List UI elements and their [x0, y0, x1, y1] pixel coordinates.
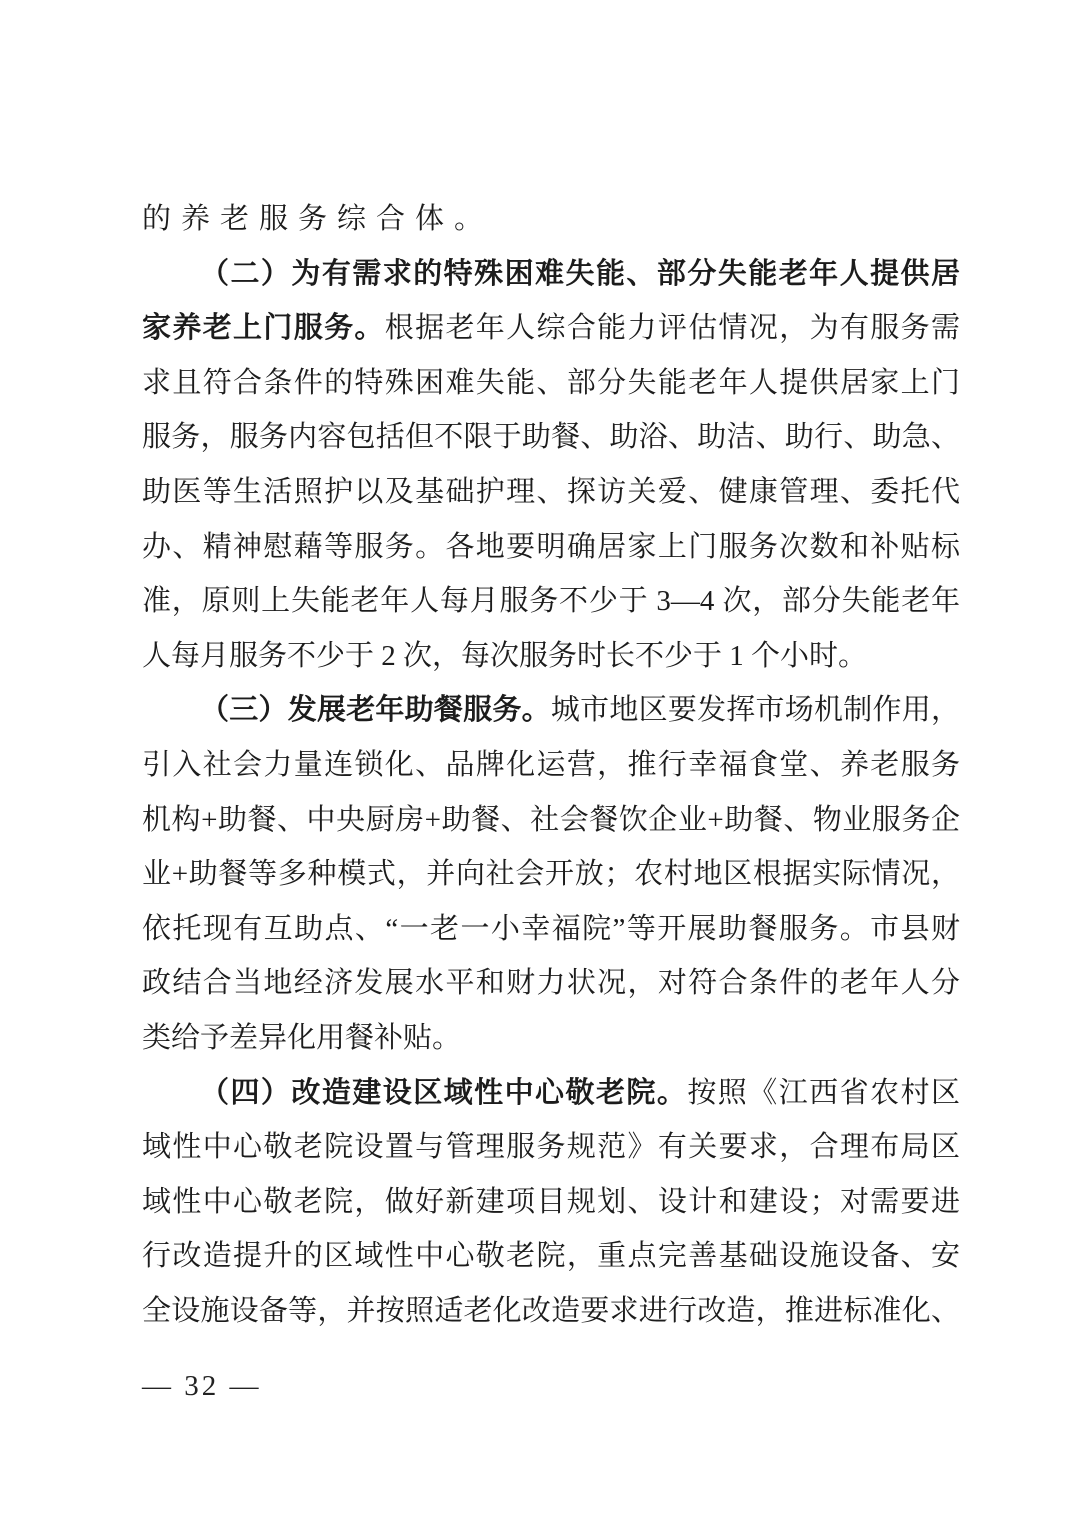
- text-line: [142, 520, 960, 575]
- text-line: [142, 356, 960, 411]
- text-line: [142, 1011, 960, 1066]
- text-line: [142, 1229, 960, 1284]
- body-segment: 业+助餐等多种模式，并向社会开放；农村地区根据实际情况，: [142, 858, 960, 891]
- text-line: [142, 1120, 960, 1175]
- heading-segment: （四）改造建设区域性中心敬老院。: [200, 1076, 688, 1109]
- body-segment: 类给予差异化用餐补贴。: [142, 1021, 462, 1054]
- text-line: [142, 410, 960, 465]
- text-line: [142, 192, 960, 247]
- text-line: [142, 738, 960, 793]
- text-line: [142, 301, 960, 356]
- body-segment: 的养老服务综合体。: [142, 203, 494, 235]
- body-segment: 行改造提升的区域性中心敬老院，重点完善基础设施设备、安: [142, 1240, 960, 1273]
- body-segment: 全设施设备等，并按照适老化改造要求进行改造，推进标准化、: [142, 1294, 960, 1327]
- text-line: [142, 1284, 960, 1339]
- document-body: [142, 192, 960, 1338]
- body-segment: 政结合当地经济发展水平和财力状况，对符合条件的老年人分: [142, 967, 960, 1000]
- heading-segment: （二）为有需求的特殊困难失能、部分失能老年人提供居: [200, 257, 960, 290]
- body-segment: 城市地区要发挥市场机制作用，: [550, 694, 960, 727]
- text-line: [142, 574, 960, 629]
- body-segment: 域性中心敬老院，做好新建项目规划、设计和建设；对需要进: [142, 1185, 960, 1218]
- text-line: [142, 247, 960, 302]
- body-segment: 依托现有互助点、“一老一小幸福院”等开展助餐服务。市县财: [142, 912, 960, 945]
- text-line: [142, 629, 960, 684]
- heading-segment: 家养老上门服务。: [142, 312, 385, 345]
- text-line: [142, 1175, 960, 1230]
- body-segment: 根据老年人综合能力评估情况，为有服务需: [384, 312, 960, 345]
- body-segment: 准，原则上失能老年人每月服务不少于 3—4 次，部分失能老年: [142, 585, 960, 618]
- text-line: [142, 793, 960, 848]
- body-segment: 机构+助餐、中央厨房+助餐、社会餐饮企业+助餐、物业服务企: [142, 803, 960, 836]
- text-line: [142, 956, 960, 1011]
- body-segment: 人每月服务不少于 2 次，每次服务时长不少于 1 个小时。: [142, 639, 868, 672]
- body-segment: 域性中心敬老院设置与管理服务规范》有关要求，合理布局区: [142, 1131, 960, 1164]
- text-line: [142, 1066, 960, 1121]
- text-line: [142, 465, 960, 520]
- body-segment: 求且符合条件的特殊困难失能、部分失能老年人提供居家上门: [142, 366, 960, 399]
- text-line: [142, 902, 960, 957]
- page-number: — 32 —: [142, 1370, 262, 1402]
- body-segment: 服务，服务内容包括但不限于助餐、助浴、助洁、助行、助急、: [142, 421, 960, 454]
- heading-segment: （三）发展老年助餐服务。: [200, 694, 551, 727]
- body-segment: 办、精神慰藉等服务。各地要明确居家上门服务次数和补贴标: [142, 530, 960, 563]
- text-line: [142, 847, 960, 902]
- body-segment: 引入社会力量连锁化、品牌化运营，推行幸福食堂、养老服务: [142, 748, 960, 781]
- body-segment: 助医等生活照护以及基础护理、探访关爱、健康管理、委托代: [142, 475, 960, 508]
- text-line: [142, 683, 960, 738]
- body-segment: 按照《江西省农村区: [687, 1076, 960, 1109]
